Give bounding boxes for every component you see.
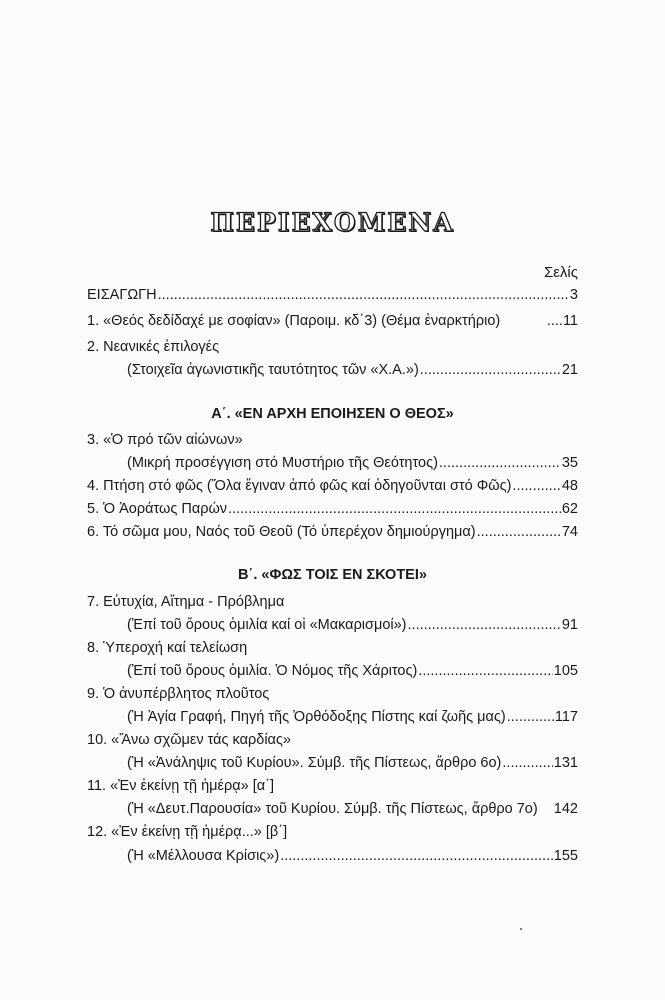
toc-entry-5: 5. Ὁ Ἀοράτως Παρών ..... 62 [87,499,578,519]
page-number: 91 [561,617,578,633]
toc-entry-9-subtitle: (Ἡ Ἁγία Γραφή, Πηγή τῆς Ὀρθόδοξης Πίστης καί ζωῆς μας) ..... 117 [127,707,578,727]
page-number: 74 [561,524,578,540]
toc-entry-3-subtitle: (Μικρή προσέγγιση στό Μυστήριο τῆς Θεότητος) ..... 35 [127,453,578,473]
page-number: 117 [554,709,578,725]
toc-entry-2-subtitle: (Στοιχεῖα ἀγωνιστικῆς ταυτότητος τῶν «Χ.Α.») ..... 21 [127,360,578,380]
toc-entry-12: 12. «Ἐν ἐκείνῃ τῇ ἡμέρᾳ...» [β΄] [87,824,288,840]
toc-entry-8: 8. Ὑπεροχή καί τελείωση [87,640,248,656]
toc-entry-3: 3. «Ὁ πρό τῶν αἰώνων» [87,432,243,448]
toc-entry-intro: ΕΙΣΑΓΩΓΗ ..... 3 [87,285,578,305]
page-number: 131 [553,755,578,771]
page-number: 142 [553,801,578,817]
page-number: 62 [561,501,578,517]
toc-entry-10-subtitle: (Ἡ «Ἀνάληψις τοῦ Κυρίου». Σύμβ. τῆς Πίστεως, ἄρθρο 6ο) ..... 131 [127,753,578,773]
page-number: 3 [569,287,578,303]
toc-entry-10: 10. «Ἄνω σχῶμεν τάς καρδίας» [87,732,291,748]
page-number: 35 [561,455,578,471]
page-number: 48 [561,478,578,494]
page-column-label: Σελίς [543,264,578,281]
page-number: 21 [561,362,578,378]
toc-entry-6: 6. Τό σῶμα μου, Ναός τοῦ Θεοῦ (Τό ὑπερέχον δημιούργημα) ..... 74 [87,522,578,542]
toc-entry-4: 4. Πτήση στό φῶς (Ὅλα ἔγιναν ἀπό φῶς καί ὁδηγοῦνται στό Φῶς) ..... 48 [87,476,578,496]
toc-entry-9: 9. Ὁ ἀνυπέρβλητος πλοῦτος [87,686,270,702]
page-number: 105 [553,663,578,679]
page-number: 155 [553,848,578,864]
section-heading-b: Β΄. «ΦΩΣ ΤΟΙΣ ΕΝ ΣΚΟΤΕΙ» [238,567,427,583]
toc-entry-8-subtitle: (Ἐπί τοῦ ὄρους ὁμιλία. Ὁ Νόμος τῆς Χάριτος) ..... 105 [127,661,578,681]
toc-entry-7-subtitle: (Ἐπί τοῦ ὄρους ὁμιλία καί οἱ «Μακαρισμοί») ..... 91 [127,615,578,635]
toc-entry-12-subtitle: (Ἡ «Μέλλουσα Κρίσις») ..... 155 [127,846,578,866]
toc-entry-7: 7. Εὐτυχία, Αἴτημα - Πρόβλημα [87,594,285,610]
toc-entry-2: 2. Νεανικές ἐπιλογές [87,339,220,355]
toc-entry-11-subtitle: (Ἡ «Δευτ.Παρουσία» τοῦ Κυρίου. Σύμβ. τῆς Πίστεως, ἄρθρο 7ο) 142 [127,801,578,817]
page-title: ΠΕΡΙΕΧΟΜΕΝΑ [210,208,455,237]
section-heading-a: Α΄. «ΕΝ ΑΡΧΗ ΕΠΟΙΗΣΕΝ Ο ΘΕΟΣ» [211,406,454,422]
toc-entry-1: 1. «Θεός δεδίδαχέ με σοφίαν» (Παροιμ. κδ΄3) (Θέμα ἐναρκτήριο) ....11 [87,313,578,329]
toc-entry-11: 11. «Ἐν ἐκείνῃ τῇ ἡμέρᾳ» [α΄] [87,778,274,794]
paper-speck [520,928,522,930]
page-number: ....11 [546,313,578,329]
